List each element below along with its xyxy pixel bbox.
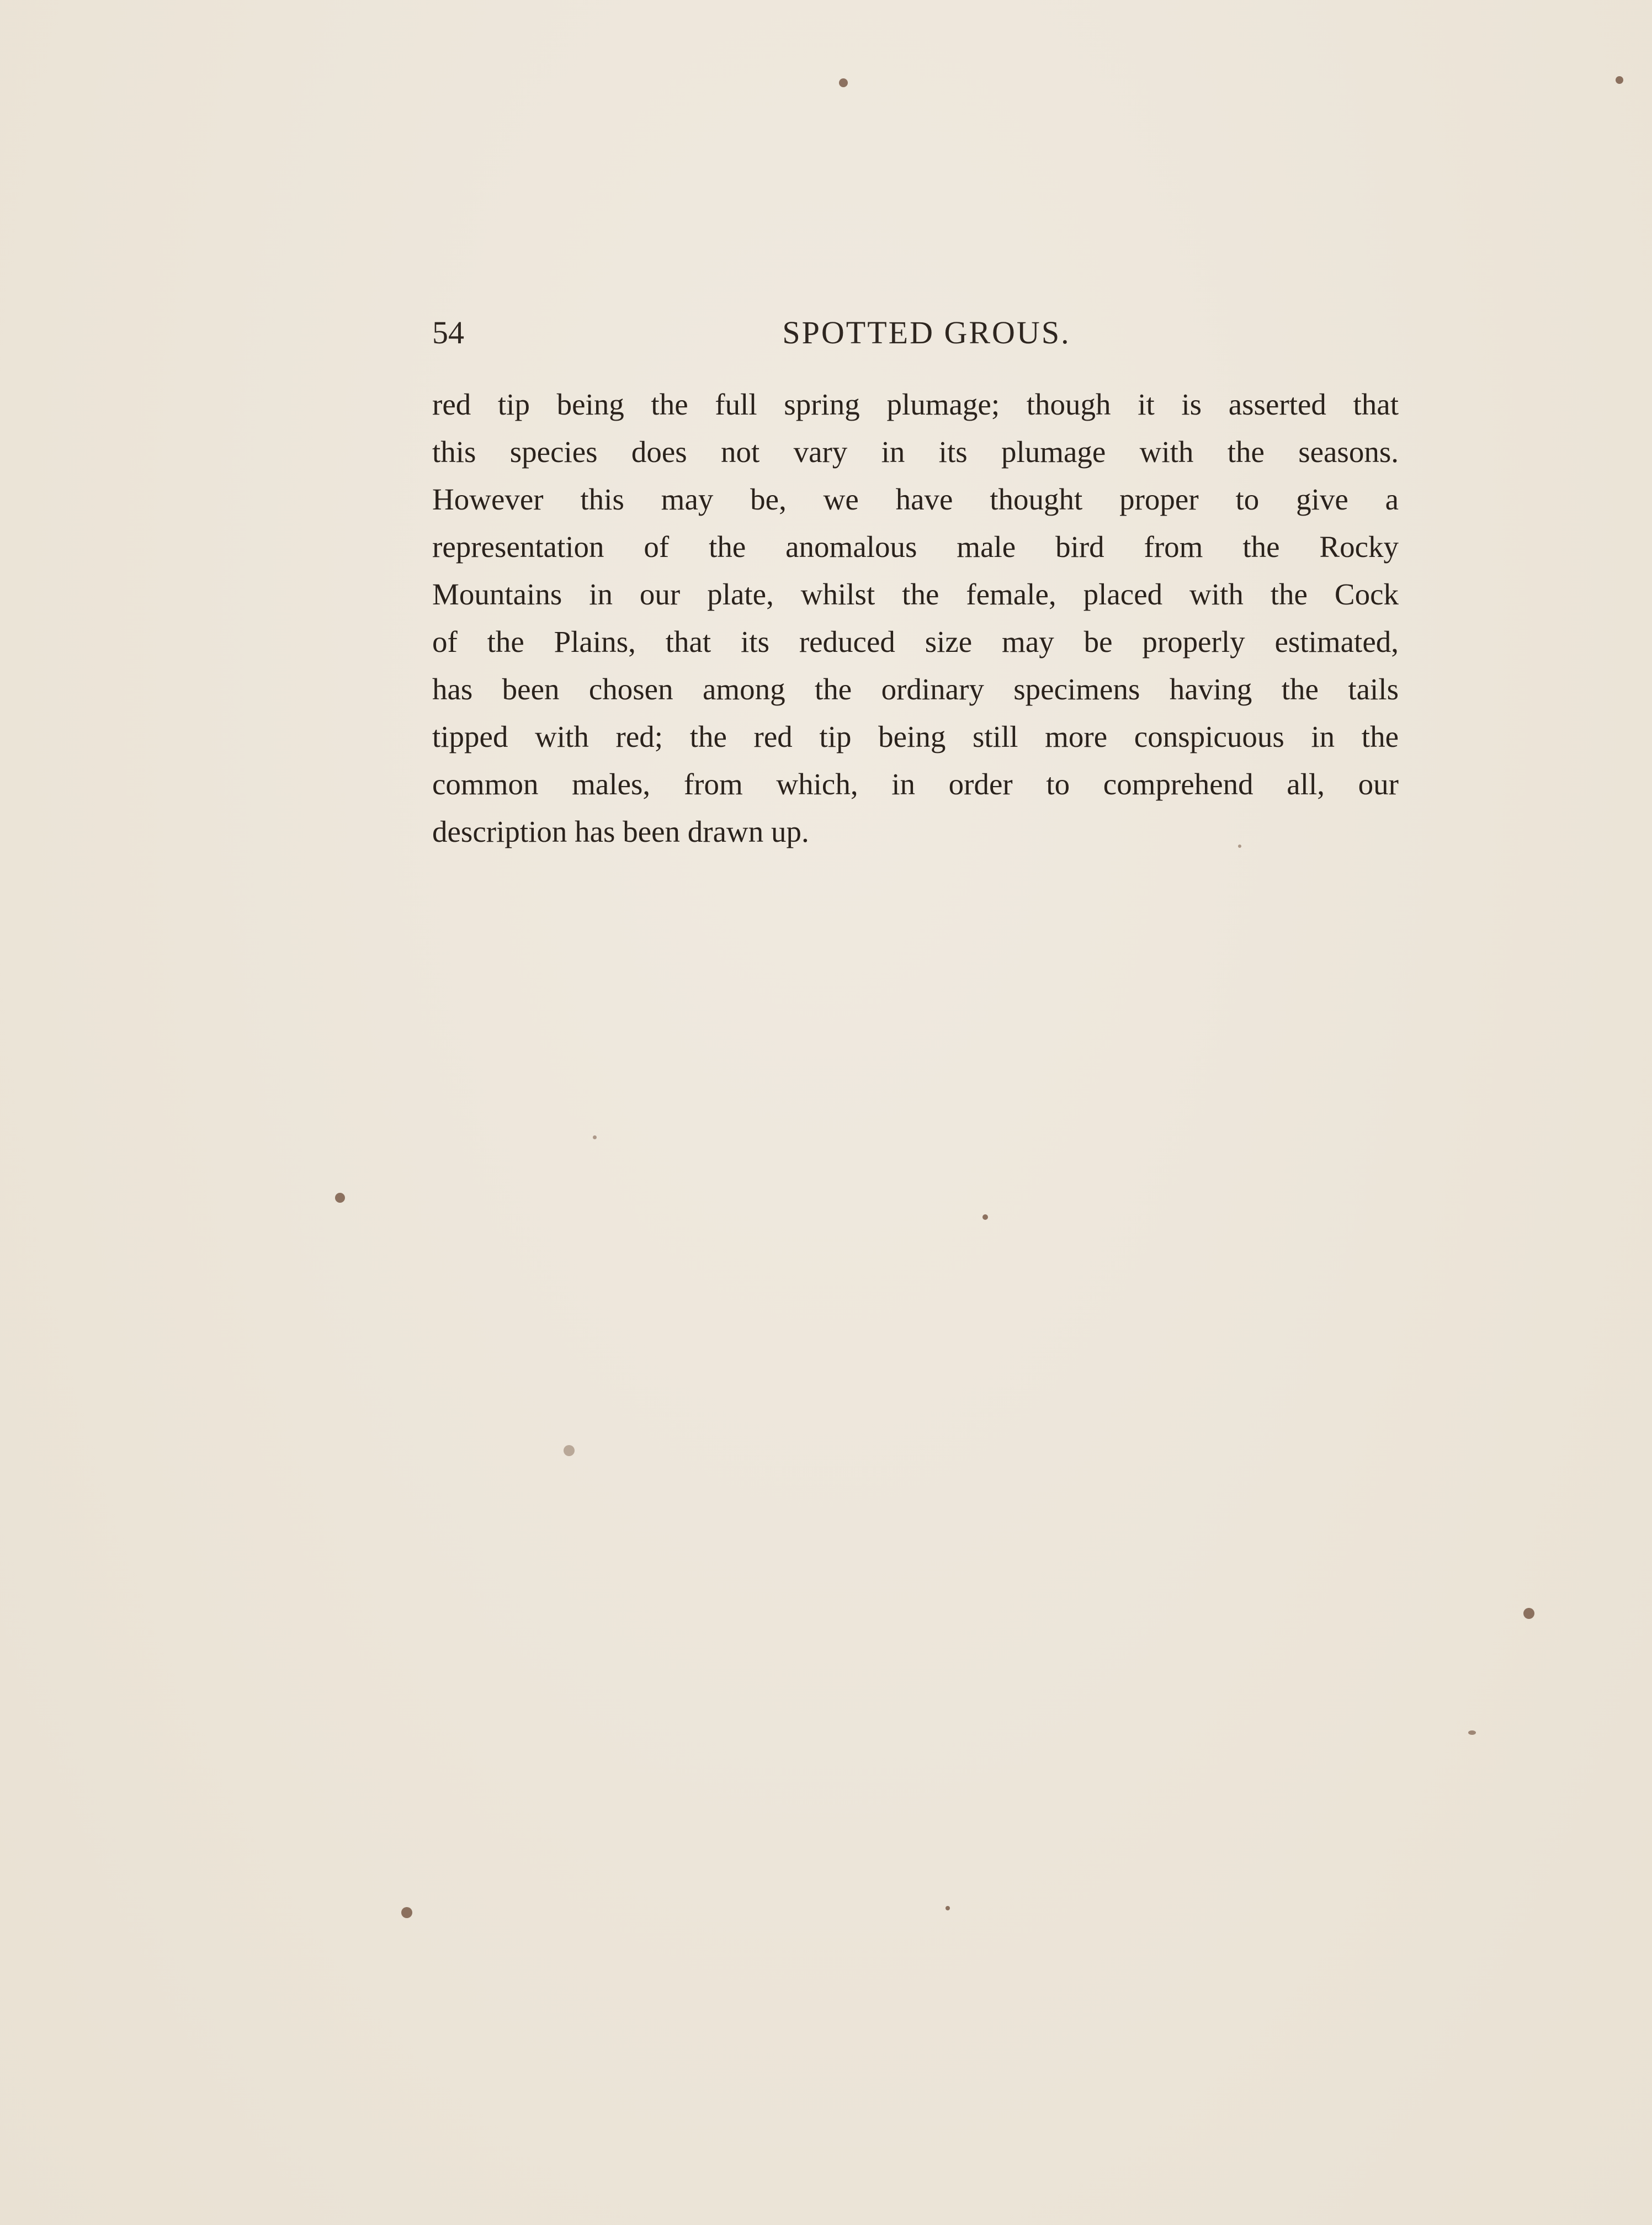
text-line: tipped with red; the red tip being still more conspicuous in the: [432, 720, 1399, 753]
text-line: representation of the anomalous male bird from the Rocky: [432, 530, 1399, 564]
text-line: Mountains in our plate, whilst the female, placed with the Cock: [432, 577, 1399, 611]
foxing-spot: [1523, 1608, 1534, 1619]
text-line: description has been drawn up.: [432, 815, 809, 848]
page-number: 54: [432, 315, 464, 351]
running-head: [432, 308, 1399, 358]
foxing-spot: [1468, 1730, 1476, 1735]
text-line: has been chosen among the ordinary specimens having the tails: [432, 672, 1399, 706]
foxing-spot: [593, 1135, 597, 1139]
text-line: this species does not vary in its plumage with the seasons.: [432, 435, 1399, 469]
foxing-spot: [945, 1906, 950, 1910]
foxing-spot: [401, 1907, 412, 1918]
foxing-spot: [839, 78, 848, 87]
text-line: common males, from which, in order to comprehend all, our: [432, 767, 1399, 801]
foxing-spot: [1238, 845, 1241, 848]
body-paragraph: [432, 381, 1399, 856]
foxing-spot: [335, 1193, 345, 1203]
foxing-spot: [1616, 76, 1623, 84]
text-line: However this may be, we have thought proper to give a: [432, 482, 1399, 516]
foxing-spot: [564, 1445, 575, 1456]
page-title: SPOTTED GROUS.: [782, 315, 1071, 351]
foxing-spot: [982, 1214, 988, 1220]
text-line: red tip being the full spring plumage; though it is asserted that: [432, 387, 1399, 421]
text-line: of the Plains, that its reduced size may be properly estimated,: [432, 625, 1399, 659]
